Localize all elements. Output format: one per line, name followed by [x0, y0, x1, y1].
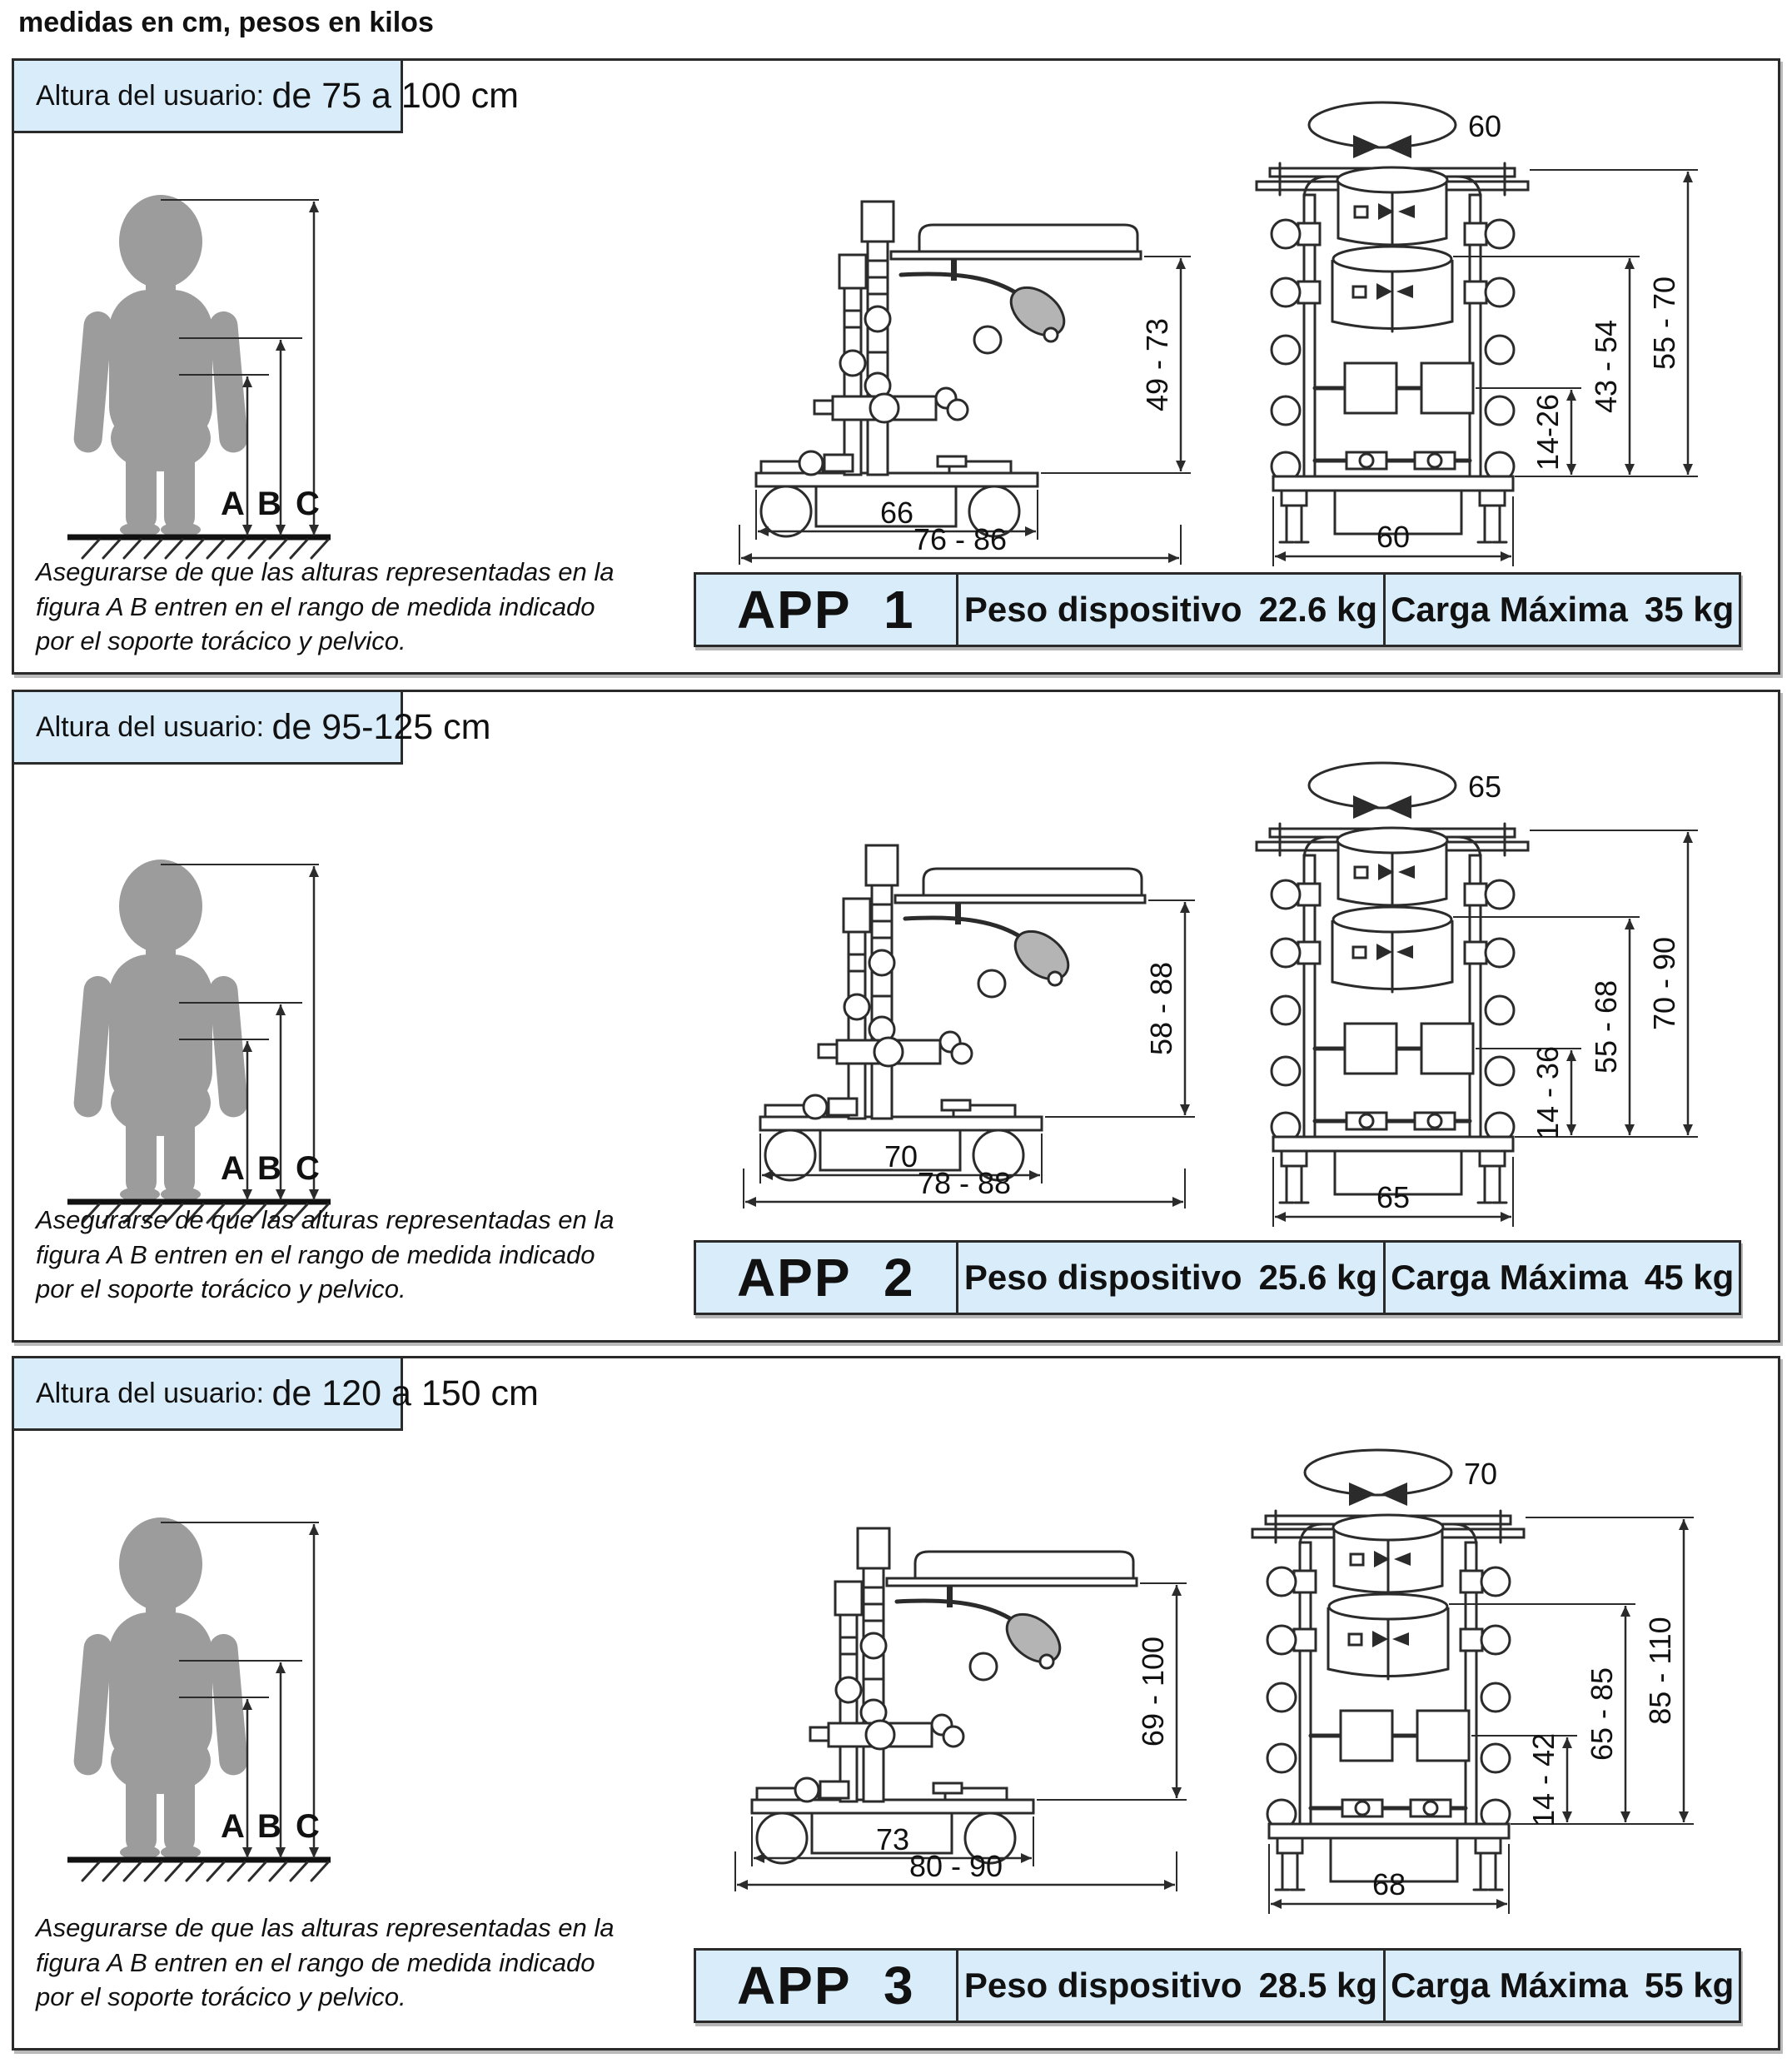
stander-front [1252, 1511, 1524, 1890]
user-height-label: Altura del usuario: [36, 79, 272, 112]
device-weight-label: Peso dispositivo [963, 1258, 1242, 1297]
user-height-header [12, 58, 519, 133]
dim-rotation: 65 [1468, 770, 1502, 804]
device-weight-value: 22.6 kg [1258, 590, 1378, 629]
dim-lower-height: 14 - 36 [1531, 1045, 1565, 1140]
note-text: Asegurarse de que las alturas representadas en la figura A B entren en el rango de medida indicado por el soporte torácico y pelvico. [36, 557, 615, 656]
side-view-drawing [701, 148, 1217, 565]
dim-rotation: 60 [1468, 109, 1502, 143]
dim-overall-height: 85 - 110 [1643, 1617, 1677, 1725]
child-figure [54, 1487, 404, 1887]
stander-side [756, 202, 1141, 536]
child-figure [54, 165, 404, 565]
label-c: C [296, 1808, 320, 1845]
front-view-drawing [1217, 750, 1767, 1242]
section-app-2 [12, 690, 1780, 1343]
dim-rotation: 70 [1464, 1457, 1498, 1491]
user-height-range: de 120 a 150 cm [271, 1373, 539, 1413]
stander-side [752, 1528, 1137, 1863]
dim-base-width: 68 [1371, 1867, 1406, 1901]
user-height-label: Altura del usuario: [36, 710, 272, 743]
device-weight-value: 25.6 kg [1258, 1258, 1378, 1297]
model-name: APP 1 [696, 575, 958, 645]
max-load-label: Carga Máxima [1391, 1966, 1628, 2005]
device-weight-label: Peso dispositivo [963, 590, 1242, 629]
max-load-label: Carga Máxima [1391, 1258, 1628, 1297]
dim-overall-length: 78 - 88 [917, 1166, 1012, 1200]
device-weight-value: 28.5 kg [1258, 1966, 1378, 2005]
max-load [1386, 1243, 1739, 1313]
max-load [1386, 575, 1739, 645]
dim-support-height: 65 - 85 [1585, 1667, 1619, 1762]
front-view-drawing [1217, 90, 1767, 581]
dim-support-height: 43 - 54 [1589, 319, 1623, 414]
label-c: C [296, 486, 320, 522]
max-load-value: 35 kg [1644, 590, 1735, 629]
label-b: B [257, 486, 281, 522]
dim-overall-length: 80 - 90 [908, 1849, 1003, 1883]
dim-base-length: 66 [879, 496, 914, 530]
model-name: APP 3 [696, 1951, 958, 2021]
label-a: A [221, 486, 245, 522]
section-app-3 [12, 1356, 1780, 2051]
dim-support-height: 55 - 68 [1589, 979, 1623, 1074]
user-height-header [12, 690, 491, 765]
stander-side [760, 845, 1145, 1180]
user-height-range: de 95-125 cm [271, 706, 491, 747]
user-height-range: de 75 a 100 cm [271, 75, 519, 116]
front-view-drawing [1213, 1438, 1763, 1929]
spec-bar-app-2 [694, 1240, 1741, 1315]
dim-base-width: 65 [1376, 1180, 1411, 1214]
dim-lower-height: 14-26 [1531, 393, 1565, 471]
dim-base-width: 60 [1376, 520, 1411, 554]
device-weight-label: Peso dispositivo [963, 1966, 1242, 2005]
device-weight [958, 1951, 1386, 2021]
rotation-symbol [1305, 1450, 1497, 1506]
label-a: A [221, 1150, 245, 1187]
dim-side-height: 69 - 100 [1136, 1636, 1170, 1747]
side-view-drawing [697, 1475, 1213, 1891]
max-load-value: 55 kg [1644, 1966, 1735, 2005]
model-name: APP 2 [696, 1243, 958, 1313]
device-weight [958, 1243, 1386, 1313]
label-c: C [296, 1150, 320, 1187]
section-app-1 [12, 58, 1780, 675]
label-b: B [257, 1150, 281, 1187]
ground-line [67, 1860, 331, 1881]
label-a: A [221, 1808, 245, 1845]
page-title: medidas en cm, pesos en kilos [18, 7, 434, 38]
dim-overall-height: 55 - 70 [1647, 276, 1681, 371]
max-load-value: 45 kg [1644, 1258, 1735, 1297]
max-load-label: Carga Máxima [1391, 590, 1628, 629]
dim-base-length: 70 [884, 1139, 918, 1174]
rotation-symbol [1309, 102, 1501, 158]
device-weight [958, 575, 1386, 645]
user-height-label: Altura del usuario: [36, 1377, 272, 1409]
user-height-header [12, 1356, 539, 1431]
dim-side-height: 58 - 88 [1144, 961, 1178, 1056]
dim-overall-height: 70 - 90 [1647, 936, 1681, 1031]
stander-front [1257, 163, 1528, 542]
side-view-drawing [705, 792, 1222, 1208]
spec-bar-app-1 [694, 572, 1741, 647]
dim-overall-length: 76 - 86 [913, 522, 1008, 556]
label-b: B [257, 1808, 281, 1845]
dim-base-length: 73 [875, 1822, 910, 1856]
note-text: Asegurarse de que las alturas representadas en la figura A B entren en el rango de medida indicado por el soporte torácico y pelvico. [36, 1913, 615, 2012]
dim-lower-height: 14 - 42 [1526, 1732, 1561, 1827]
note-text: Asegurarse de que las alturas representadas en la figura A B entren en el rango de medida indicado por el soporte torácico y pelvico. [36, 1205, 615, 1304]
max-load [1386, 1951, 1739, 2021]
dim-side-height: 49 - 73 [1140, 317, 1174, 412]
rotation-symbol [1309, 763, 1501, 819]
stander-front [1257, 824, 1528, 1203]
spec-bar-app-3 [694, 1948, 1741, 2023]
child-figure [54, 830, 404, 1229]
